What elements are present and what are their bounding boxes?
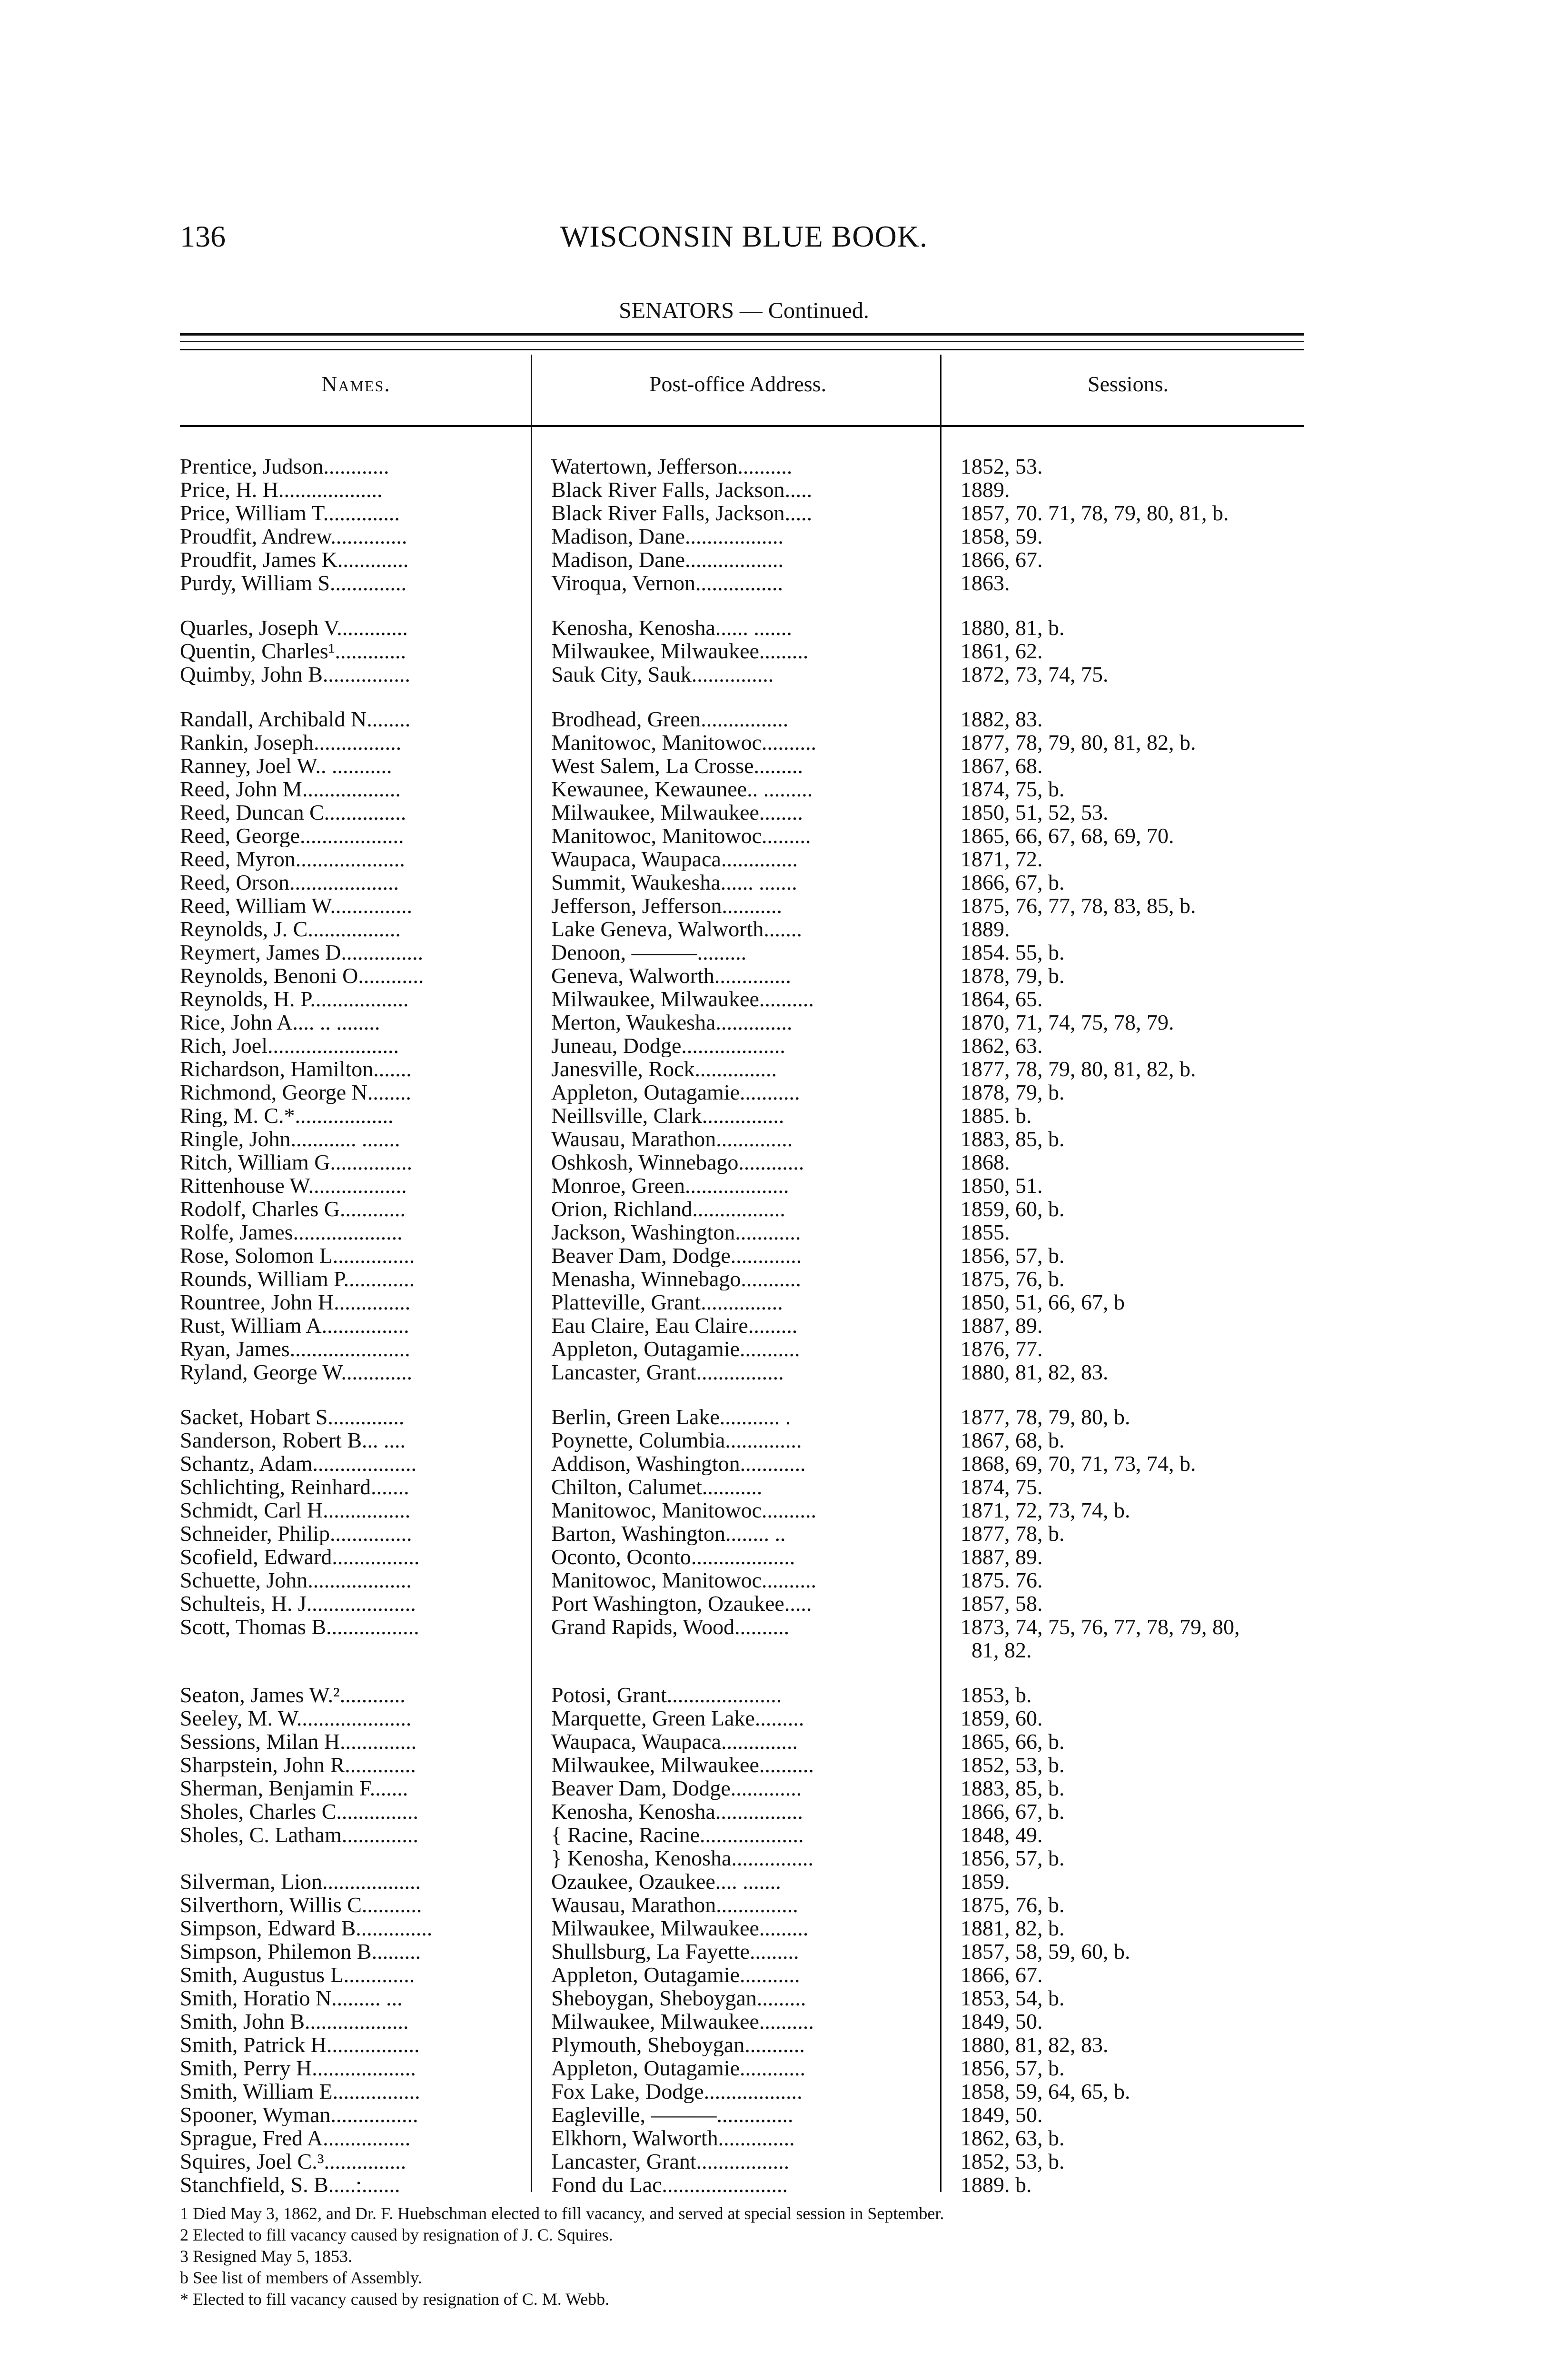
sessions: 1887, 89. [961,1545,1043,1568]
sessions: 1870, 71, 74, 75, 78, 79. [961,1011,1174,1034]
post-office-address: Brodhead, Green................ [551,707,789,731]
post-office-address: Milwaukee, Milwaukee.......... [551,2010,814,2033]
sessions: 1859, 60, b. [961,1197,1065,1220]
table-row [180,1081,1313,1104]
sessions: 1883, 85, b. [961,1776,1065,1800]
table-row [180,1337,1313,1360]
page-header [180,219,1308,271]
table-row [180,1522,1313,1545]
table-row [180,501,1313,525]
table-row [180,571,1313,595]
top-double-rule-a [180,333,1304,336]
table-row [180,1150,1313,1174]
post-office-address: Black River Falls, Jackson..... [551,478,813,501]
senator-name: Ringle, John............ ....... [180,1127,400,1150]
table-row [180,2173,1313,2196]
sessions: 1889. b. [961,2173,1032,2196]
post-office-address: Eau Claire, Eau Claire......... [551,1314,798,1337]
sessions: 1867, 68. [961,754,1043,777]
table-row [180,1683,1313,1706]
table-row [180,964,1313,987]
footnote: 1 Died May 3, 1862, and Dr. F. Huebschman elected to fill vacancy, and served at special session in September. [180,2204,944,2223]
senator-name: Sholes, Charles C............... [180,1800,418,1823]
table-row [180,1174,1313,1197]
post-office-address: Manitowoc, Manitowoc.......... [551,1498,817,1522]
sessions: 1878, 79, b. [961,964,1065,987]
header-bottom-rule [180,425,1304,427]
post-office-address: Summit, Waukesha...... ....... [551,871,797,894]
post-office-address: Menasha, Winnebago........... [551,1267,801,1290]
table-row [180,1104,1313,1127]
post-office-address: Jackson, Washington............ [551,1220,801,1244]
post-office-address: Appleton, Outagamie............ [551,2056,806,2080]
table-row [180,2033,1313,2056]
sessions: 1850, 51, 52, 53. [961,801,1109,824]
post-office-address: Madison, Dane.................. [551,525,784,548]
table-row [180,1753,1313,1776]
senator-name: Rankin, Joseph................ [180,731,402,754]
senator-name: Stanchfield, S. B.....:....... [180,2173,400,2196]
post-office-address: Poynette, Columbia.............. [551,1428,802,1452]
post-office-address: Madison, Dane.................. [551,548,784,571]
sessions: 1889. [961,478,1010,501]
senator-name: Ring, M. C.*.................. [180,1104,394,1127]
senator-name: Seeley, M. W..................... [180,1706,412,1730]
post-office-address: Appleton, Outagamie........... [551,1337,800,1360]
senator-name: Reed, William W............... [180,894,412,917]
sessions: 1877, 78, 79, 80, 81, 82, b. [961,731,1196,754]
senator-name: Silverthorn, Willis C........... [180,1893,422,1916]
table-row [180,1823,1313,1870]
sessions: 1852, 53, b. [961,1753,1065,1776]
senator-name: Quarles, Joseph V............. [180,616,408,639]
top-double-rule-c [180,349,1304,350]
post-office-address: Appleton, Outagamie........... [551,1081,800,1104]
sessions: 1874, 75. [961,1475,1043,1498]
senator-name: Smith, John B................... [180,2010,409,2033]
column-header-address: Post-office Address. [649,372,827,396]
sessions: 1866, 67, b. [961,1800,1065,1823]
senator-name: Sholes, C. Latham.............. [180,1823,418,1846]
table-row [180,1568,1313,1592]
table-row [180,1011,1313,1034]
senator-name: Proudfit, Andrew.............. [180,525,407,548]
sessions: 1849, 50. [961,2010,1043,2033]
post-office-address: Manitowoc, Manitowoc.......... [551,731,817,754]
post-office-address: West Salem, La Crosse......... [551,754,803,777]
post-office-address: Orion, Richland................. [551,1197,785,1220]
post-office-address: Plymouth, Sheboygan........... [551,2033,805,2056]
post-office-address: Milwaukee, Milwaukee......... [551,1916,809,1940]
senator-name: Reed, Duncan C............... [180,801,406,824]
sessions: 1858, 59. [961,525,1043,548]
senator-name: Sessions, Milan H.............. [180,1730,417,1753]
table-row [180,1452,1313,1475]
table-row [180,1428,1313,1452]
column-header-sessions: Sessions. [1088,372,1169,396]
sessions: 1882, 83. [961,707,1043,731]
post-office-address: Fond du Lac....................... [551,2173,788,2196]
post-office-address: Chilton, Calumet........... [551,1475,763,1498]
sessions: 1864, 65. [961,987,1043,1011]
table-row [180,1034,1313,1057]
sessions: 1850, 51, 66, 67, b [961,1290,1125,1314]
sessions: 1857, 58. [961,1592,1043,1615]
post-office-address: Wausau, Marathon.............. [551,1127,793,1150]
table-row [180,1800,1313,1823]
table-row [180,1498,1313,1522]
senator-name: Richardson, Hamilton....... [180,1057,412,1081]
sessions: 1887, 89. [961,1314,1043,1337]
post-office-address: Addison, Washington............ [551,1452,806,1475]
table-row [180,1776,1313,1800]
table-row [180,548,1313,571]
post-office-address: Manitowoc, Manitowoc......... [551,824,811,847]
post-office-address: Manitowoc, Manitowoc.......... [551,1568,817,1592]
sessions: 1875. 76. [961,1568,1043,1592]
sessions: 1855. [961,1220,1010,1244]
senator-name: Schantz, Adam................... [180,1452,416,1475]
post-office-address: Watertown, Jefferson.......... [551,455,793,478]
table-row [180,871,1313,894]
footnote: 3 Resigned May 5, 1853. [180,2247,352,2266]
table-row [180,478,1313,501]
footnote: b See list of members of Assembly. [180,2268,422,2287]
post-office-address: Waupaca, Waupaca.............. [551,847,798,871]
post-office-address: Lancaster, Grant................. [551,2150,790,2173]
senator-name: Sherman, Benjamin F....... [180,1776,408,1800]
table-row [180,1267,1313,1290]
table-row [180,2010,1313,2033]
table-row [180,1197,1313,1220]
post-office-address: Denoon, ———......... [551,941,747,964]
post-office-address: Wausau, Marathon............... [551,1893,798,1916]
table-row [180,2080,1313,2103]
post-office-address: Neillsville, Clark............... [551,1104,784,1127]
sessions: 1857, 70. 71, 78, 79, 80, 81, b. [961,501,1229,525]
footnote: * Elected to fill vacancy caused by resignation of C. M. Webb. [180,2290,610,2309]
senator-name: Simpson, Edward B.............. [180,1916,433,1940]
sessions: 1875, 76, b. [961,1267,1065,1290]
post-office-address: Merton, Waukesha.............. [551,1011,793,1034]
sessions: 1853, 54, b. [961,1986,1065,2010]
post-office-address: Kenosha, Kenosha................ [551,1800,803,1823]
senator-name: Silverman, Lion.................. [180,1870,421,1893]
table-row [180,1220,1313,1244]
table-row [180,1360,1313,1384]
post-office-address: Platteville, Grant............... [551,1290,783,1314]
sessions: 1867, 68, b. [961,1428,1065,1452]
senator-name: Simpson, Philemon B......... [180,1940,421,1963]
sessions: 1883, 85, b. [961,1127,1065,1150]
senator-name: Reed, George................... [180,824,404,847]
senator-name: Smith, Patrick H................. [180,2033,420,2056]
senator-name: Rose, Solomon L............... [180,1244,415,1267]
senator-name: Quimby, John B................ [180,663,410,686]
senator-name: Ryan, James...................... [180,1337,410,1360]
post-office-address: Elkhorn, Walworth.............. [551,2126,795,2150]
senator-name: Quentin, Charles¹............. [180,639,406,663]
sessions: 1859. [961,1870,1010,1893]
senator-name: Ryland, George W............. [180,1360,412,1384]
senator-name: Scofield, Edward................ [180,1545,420,1568]
post-office-address: Potosi, Grant..................... [551,1683,782,1706]
senator-name: Sharpstein, John R............. [180,1753,416,1776]
post-office-address: Port Washington, Ozaukee..... [551,1592,812,1615]
senator-name: Schlichting, Reinhard....... [180,1475,409,1498]
sessions: 1852, 53, b. [961,2150,1065,2173]
sessions: 1862, 63. [961,1034,1043,1057]
post-office-address: Milwaukee, Milwaukee.......... [551,987,814,1011]
sessions: 1868. [961,1150,1010,1174]
senator-name: Randall, Archibald N........ [180,707,411,731]
post-office-address: Kewaunee, Kewaunee.. ......... [551,777,813,801]
table-row [180,1615,1313,1662]
table-row [180,754,1313,777]
senator-name: Smith, Augustus L............. [180,1963,415,1986]
table-row [180,1706,1313,1730]
senator-name: Reed, Orson.................... [180,871,399,894]
post-office-address: Waupaca, Waupaca.............. [551,1730,798,1753]
table-row [180,777,1313,801]
sessions: 1854. 55, b. [961,941,1065,964]
sessions: 1863. [961,571,1010,595]
post-office-address: Kenosha, Kenosha...... ....... [551,616,792,639]
post-office-address: Lake Geneva, Walworth....... [551,917,802,941]
senator-name: Rodolf, Charles G............ [180,1197,406,1220]
post-office-address: Beaver Dam, Dodge............. [551,1776,802,1800]
sessions: 1872, 73, 74, 75. [961,663,1109,686]
senator-name: Prentice, Judson............ [180,455,389,478]
table-row [180,941,1313,964]
sessions: 1865, 66, 67, 68, 69, 70. [961,824,1174,847]
sessions: 1877, 78, 79, 80, b. [961,1405,1130,1428]
table-row [180,731,1313,754]
table-row [180,639,1313,663]
post-office-address: Eagleville, ———.............. [551,2103,793,2126]
post-office-address: Viroqua, Vernon................ [551,571,783,595]
post-office-address: Oshkosh, Winnebago............ [551,1150,804,1174]
post-office-address: Grand Rapids, Wood.......... [551,1615,790,1638]
senator-name: Reynolds, Benoni O............ [180,964,424,987]
post-office-address: Beaver Dam, Dodge............. [551,1244,802,1267]
sessions: 1880, 81, 82, 83. [961,2033,1109,2056]
senator-name: Squires, Joel C.³............... [180,2150,406,2173]
column-header-names: Names. [321,372,391,396]
senator-name: Richmond, George N........ [180,1081,411,1104]
senator-name: Rounds, William P............. [180,1267,415,1290]
senator-name: Reed, Myron.................... [180,847,405,871]
table-row [180,1057,1313,1081]
senator-name: Reynolds, H. P.................. [180,987,409,1011]
senator-name: Rust, William A................ [180,1314,409,1337]
sessions: 1866, 67. [961,548,1043,571]
post-office-address: Berlin, Green Lake........... . [551,1405,791,1428]
table-row [180,894,1313,917]
post-office-address: Jefferson, Jefferson........... [551,894,783,917]
sessions: 1871, 72, 73, 74, b. [961,1498,1130,1522]
senator-name: Rolfe, James.................... [180,1220,403,1244]
post-office-address: Marquette, Green Lake......... [551,1706,804,1730]
senator-name: Schuette, John................... [180,1568,412,1592]
sessions: 1848, 49. 1856, 57, b. [961,1823,1065,1870]
table-row [180,1314,1313,1337]
post-office-address: Milwaukee, Milwaukee........ [551,801,803,824]
table-row [180,1893,1313,1916]
sessions: 1853, b. [961,1683,1032,1706]
table-row [180,1127,1313,1150]
sessions: 1874, 75, b. [961,777,1065,801]
post-office-address: Shullsburg, La Fayette......... [551,1940,799,1963]
sessions: 1850, 51. [961,1174,1043,1197]
senator-name: Rountree, John H.............. [180,1290,411,1314]
senator-name: Price, William T.............. [180,501,400,525]
table-row [180,1870,1313,1893]
senator-name: Smith, William E................ [180,2080,420,2103]
sessions: 1856, 57, b. [961,2056,1065,2080]
sessions: 1877, 78, 79, 80, 81, 82, b. [961,1057,1196,1081]
senator-name: Proudfit, James K............. [180,548,409,571]
table-row [180,801,1313,824]
sessions: 1881, 82, b. [961,1916,1065,1940]
sessions: 1861, 62. [961,639,1043,663]
sessions: 1849, 50. [961,2103,1043,2126]
senator-name: Ranney, Joel W.. ........... [180,754,392,777]
table-row [180,1940,1313,1963]
senator-name: Reed, John M.................. [180,777,401,801]
post-office-address: Black River Falls, Jackson..... [551,501,813,525]
footnotes [180,2203,1308,2310]
post-office-address: Barton, Washington........ .. [551,1522,786,1545]
sessions: 1885. b. [961,1104,1032,1127]
post-office-address: Oconto, Oconto................... [551,1545,795,1568]
senators-table [180,455,1313,2196]
post-office-address: Sheboygan, Sheboygan......... [551,1986,806,2010]
sessions: 1866, 67, b. [961,871,1065,894]
table-row [180,824,1313,847]
senator-name: Schmidt, Carl H................ [180,1498,411,1522]
sessions: 1875, 76, b. [961,1893,1065,1916]
sessions: 1866, 67. [961,1963,1043,1986]
senator-name: Rittenhouse W.................. [180,1174,407,1197]
post-office-address: Ozaukee, Ozaukee.... ....... [551,1870,781,1893]
post-office-address: Geneva, Walworth.............. [551,964,791,987]
sessions: 1859, 60. [961,1706,1043,1730]
senator-name: Schulteis, H. J.................... [180,1592,416,1615]
post-office-address: Monroe, Green................... [551,1174,789,1197]
table-row [180,2056,1313,2080]
table-row [180,1244,1313,1267]
senator-name: Scott, Thomas B................. [180,1615,419,1638]
sessions: 1878, 79, b. [961,1081,1065,1104]
sessions: 1875, 76, 77, 78, 83, 85, b. [961,894,1196,917]
sessions: 1868, 69, 70, 71, 73, 74, b. [961,1452,1196,1475]
table-row [180,1290,1313,1314]
sessions: 1858, 59, 64, 65, b. [961,2080,1130,2103]
table-row [180,663,1313,686]
post-office-address: Lancaster, Grant................ [551,1360,784,1384]
table-row [180,1916,1313,1940]
table-row [180,707,1313,731]
sessions: 1865, 66, b. [961,1730,1065,1753]
sessions: 1889. [961,917,1010,941]
sessions: 1862, 63, b. [961,2126,1065,2150]
footnote: 2 Elected to fill vacancy caused by resignation of J. C. Squires. [180,2225,613,2244]
sessions: 1873, 74, 75, 76, 77, 78, 79, 80, 81, 82. [961,1615,1240,1662]
senator-name: Sprague, Fred A................ [180,2126,411,2150]
table-row [180,1592,1313,1615]
senator-name: Rice, John A.... .. ........ [180,1011,380,1034]
sessions: 1877, 78, b. [961,1522,1065,1545]
running-title: WISCONSIN BLUE BOOK. [560,219,928,253]
post-office-address-alt: } Kenosha, Kenosha............... [551,1846,813,1870]
table-row [180,1405,1313,1428]
senator-name: Price, H. H................... [180,478,383,501]
senator-name: Reynolds, J. C................. [180,917,401,941]
senator-name: Rich, Joel........................ [180,1034,399,1057]
senator-name: Smith, Perry H................... [180,2056,416,2080]
sessions: 1871, 72. [961,847,1043,871]
table-row [180,455,1313,478]
senator-name: Schneider, Philip............... [180,1522,412,1545]
senator-name: Seaton, James W.²............ [180,1683,406,1706]
table-row [180,1986,1313,2010]
senator-name: Sanderson, Robert B... .... [180,1428,406,1452]
senator-name: Spooner, Wyman................ [180,2103,418,2126]
senator-name: Reymert, James D............... [180,941,424,964]
table-row [180,1475,1313,1498]
sessions: 1852, 53. [961,455,1043,478]
table-row [180,847,1313,871]
senator-name: Ritch, William G............... [180,1150,412,1174]
sessions: 1856, 57, b. [961,1244,1065,1267]
post-office-address: Juneau, Dodge................... [551,1034,785,1057]
post-office-address: Fox Lake, Dodge.................. [551,2080,803,2103]
table-row [180,616,1313,639]
post-office-address: Appleton, Outagamie........... [551,1963,800,1986]
sessions: 1880, 81, b. [961,616,1065,639]
post-office-address: Janesville, Rock............... [551,1057,777,1081]
sessions: 1876, 77. [961,1337,1043,1360]
sessions: 1880, 81, 82, 83. [961,1360,1109,1384]
table-row [180,525,1313,548]
table-row [180,987,1313,1011]
top-double-rule-b [180,341,1304,342]
table-row [180,1963,1313,1986]
senator-name: Smith, Horatio N......... ... [180,1986,403,2010]
senator-name: Purdy, William S.............. [180,571,407,595]
table-row [180,2150,1313,2173]
table-row [180,917,1313,941]
section-title: SENATORS — Continued. [619,298,869,323]
table-row [180,1730,1313,1753]
post-office-address: Milwaukee, Milwaukee.......... [551,1753,814,1776]
table-row [180,1545,1313,1568]
post-office-address: Sauk City, Sauk............... [551,663,774,686]
senator-name: Sacket, Hobart S.............. [180,1405,405,1428]
post-office-address: { Racine, Racine................... [551,1823,804,1846]
page-number: 136 [180,219,226,253]
table-row [180,2103,1313,2126]
sessions: 1857, 58, 59, 60, b. [961,1940,1130,1963]
table-row [180,2126,1313,2150]
post-office-address: Milwaukee, Milwaukee......... [551,639,809,663]
